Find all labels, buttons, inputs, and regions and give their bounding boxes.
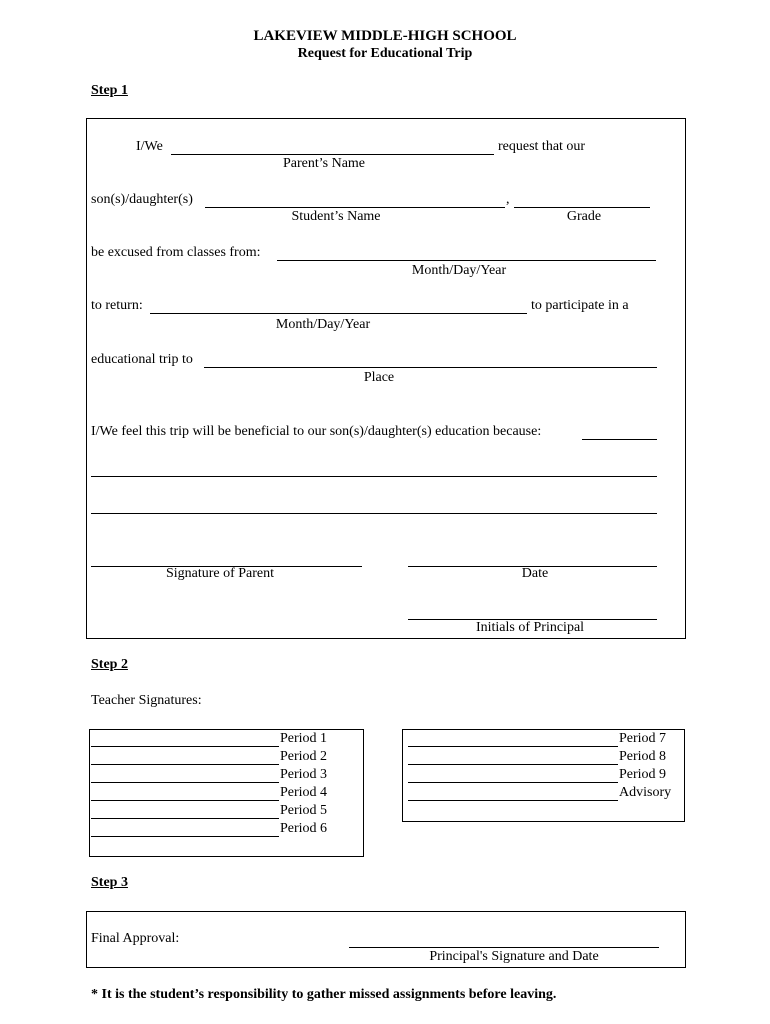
grade-caption: Grade: [566, 209, 602, 224]
period-label: Period 6: [280, 821, 328, 836]
excused-from-date-input[interactable]: [277, 244, 656, 261]
teacher-signature-input[interactable]: [91, 730, 279, 747]
period-label: Advisory: [619, 785, 672, 800]
to-return-label: to return:: [91, 298, 143, 313]
teacher-signature-input[interactable]: [408, 766, 618, 783]
reason-input-2[interactable]: [91, 460, 657, 477]
date-input[interactable]: [408, 550, 657, 567]
principal-signature-input[interactable]: [349, 931, 659, 948]
footer-note: * It is the student’s responsibility to gather missed assignments before leaving.: [91, 987, 557, 1002]
to-participate-label: to participate in a: [531, 298, 629, 313]
teacher-signature-input[interactable]: [91, 766, 279, 783]
period-label: Period 3: [280, 767, 328, 782]
grade-input[interactable]: [514, 191, 650, 208]
place-input[interactable]: [204, 351, 657, 368]
teacher-signature-input[interactable]: [408, 784, 618, 801]
reason-input-1[interactable]: [582, 423, 657, 440]
teacher-signature-input[interactable]: [91, 784, 279, 801]
form-title: Request for Educational Trip: [297, 46, 473, 61]
reason-input-3[interactable]: [91, 497, 657, 514]
step2-heading: Step 2: [91, 657, 128, 672]
step3-heading: Step 3: [91, 875, 128, 890]
request-that-our-label: request that our: [498, 139, 586, 154]
principal-signature-caption: Principal's Signature and Date: [429, 949, 599, 964]
teacher-signature-input[interactable]: [91, 820, 279, 837]
teacher-signature-input[interactable]: [408, 748, 618, 765]
iwe-label: I/We: [136, 139, 163, 154]
student-name-input[interactable]: [205, 191, 505, 208]
period-label: Period 1: [280, 731, 328, 746]
teacher-signature-input[interactable]: [408, 730, 618, 747]
beneficial-label: I/We feel this trip will be beneficial to our son(s)/daughter(s) education because:: [91, 424, 542, 439]
period-label: Period 8: [619, 749, 667, 764]
period-label: Period 7: [619, 731, 667, 746]
place-caption: Place: [363, 370, 395, 385]
step1-heading: Step 1: [91, 83, 128, 98]
parent-signature-caption: Signature of Parent: [165, 566, 275, 581]
teacher-signatures-label: Teacher Signatures:: [91, 693, 202, 708]
parent-name-input[interactable]: [171, 138, 494, 155]
school-name: LAKEVIEW MIDDLE-HIGH SCHOOL: [253, 28, 517, 44]
parent-name-caption: Parent’s Name: [282, 156, 366, 171]
period-label: Period 4: [280, 785, 328, 800]
excused-from-label: be excused from classes from:: [91, 245, 261, 260]
principal-initials-caption: Initials of Principal: [475, 620, 585, 635]
teacher-signature-input[interactable]: [91, 748, 279, 765]
return-date-caption: Month/Day/Year: [275, 317, 371, 332]
excused-date-caption: Month/Day/Year: [411, 263, 507, 278]
comma-separator: ,: [506, 192, 510, 207]
period-label: Period 9: [619, 767, 667, 782]
student-name-caption: Student’s Name: [291, 209, 381, 224]
parent-signature-input[interactable]: [91, 550, 362, 567]
son-daughter-label: son(s)/daughter(s): [91, 192, 193, 207]
return-date-input[interactable]: [150, 297, 527, 314]
period-label: Period 2: [280, 749, 328, 764]
teacher-signature-input[interactable]: [91, 802, 279, 819]
principal-initials-input[interactable]: [408, 603, 657, 620]
date-caption: Date: [521, 566, 549, 581]
final-approval-label: Final Approval:: [91, 931, 180, 946]
period-label: Period 5: [280, 803, 328, 818]
trip-to-label: educational trip to: [91, 352, 193, 367]
